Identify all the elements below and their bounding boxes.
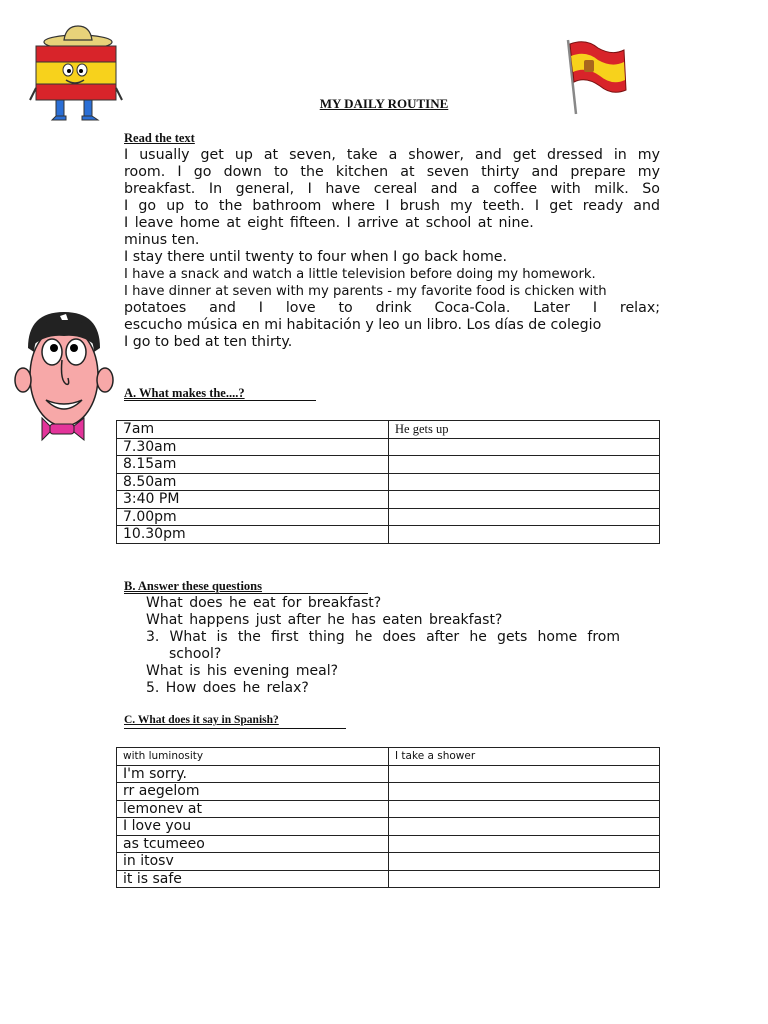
reading-passage bbox=[124, 147, 660, 351]
question: What is his evening meal? bbox=[146, 663, 339, 679]
translation-cell[interactable] bbox=[389, 783, 660, 801]
answer-cell[interactable] bbox=[389, 526, 660, 544]
table-row bbox=[117, 491, 660, 509]
table-row bbox=[117, 800, 660, 818]
phrase-cell: it is safe bbox=[117, 870, 389, 888]
answer-cell[interactable]: He gets up bbox=[389, 421, 660, 439]
answer-cell[interactable] bbox=[389, 438, 660, 456]
table-row bbox=[117, 783, 660, 801]
page-title: MY DAILY ROUTINE bbox=[319, 96, 449, 111]
translation-cell[interactable] bbox=[389, 853, 660, 871]
read-heading: Read the text bbox=[124, 131, 195, 145]
reading-line: room. I go down to the kitchen at seven thirty and prepare my bbox=[124, 164, 660, 180]
reading-line: breakfast. In general, I have cereal and a coffee with milk. So bbox=[124, 181, 660, 197]
answer-cell[interactable] bbox=[389, 473, 660, 491]
reading-line: I go to bed at ten thirty. bbox=[124, 334, 293, 350]
phrase-cell: lemonev at bbox=[117, 800, 389, 818]
reading-line: I leave home at eight fifteen. I arrive at school at nine. bbox=[124, 215, 534, 231]
time-cell: 8.15am bbox=[117, 456, 389, 474]
questions-list bbox=[146, 595, 620, 697]
table-row bbox=[117, 456, 660, 474]
time-cell: 10.30pm bbox=[117, 526, 389, 544]
translation-cell[interactable] bbox=[389, 818, 660, 836]
question: 5. How does he relax? bbox=[146, 680, 309, 696]
translation-cell[interactable] bbox=[389, 765, 660, 783]
time-cell: 3:40 PM bbox=[117, 491, 389, 509]
table-row bbox=[117, 421, 660, 439]
answer-cell[interactable] bbox=[389, 508, 660, 526]
time-cell: 7am bbox=[117, 421, 389, 439]
reading-line: I have a snack and watch a little television before doing my homework. bbox=[124, 267, 596, 282]
reading-line: potatoes and I love to drink Coca-Cola. Later I relax; bbox=[124, 300, 660, 316]
section-b-heading: B. Answer these questions bbox=[124, 579, 262, 593]
phrase-cell: I'm sorry. bbox=[117, 765, 389, 783]
table-row bbox=[117, 835, 660, 853]
table-row bbox=[117, 508, 660, 526]
phrase-cell: rr aegelom bbox=[117, 783, 389, 801]
table-row bbox=[117, 526, 660, 544]
phrase-cell: in itosv bbox=[117, 853, 389, 871]
question: school? bbox=[169, 646, 222, 662]
reading-line: escucho música en mi habitación y leo un libro. Los días de colegio bbox=[124, 317, 602, 333]
reading-line: I stay there until twenty to four when I go back home. bbox=[124, 249, 508, 265]
reading-line: I usually get up at seven, take a shower, and get dressed in my bbox=[124, 147, 660, 163]
phrase-cell: as tcumeeo bbox=[117, 835, 389, 853]
section-a-underline bbox=[124, 400, 316, 401]
table-row bbox=[117, 473, 660, 491]
question: What does he eat for breakfast? bbox=[146, 595, 382, 611]
table-row bbox=[117, 870, 660, 888]
question: 3. What is the first thing he does after he gets home from bbox=[146, 629, 620, 645]
time-cell: 7.30am bbox=[117, 438, 389, 456]
section-a-heading: A. What makes the....? bbox=[124, 386, 245, 400]
translation-cell[interactable] bbox=[389, 835, 660, 853]
section-c-underline bbox=[124, 728, 346, 729]
time-cell: 8.50am bbox=[117, 473, 389, 491]
translation-cell[interactable] bbox=[389, 870, 660, 888]
question: What happens just after he has eaten breakfast? bbox=[146, 612, 503, 628]
phrase-cell: with luminosity bbox=[117, 748, 389, 766]
answer-cell[interactable] bbox=[389, 456, 660, 474]
table-row bbox=[117, 765, 660, 783]
translation-cell[interactable]: I take a shower bbox=[389, 748, 660, 766]
table-row bbox=[117, 748, 660, 766]
section-a-table bbox=[116, 420, 660, 544]
section-c-table bbox=[116, 747, 660, 888]
phrase-cell: I love you bbox=[117, 818, 389, 836]
table-row bbox=[117, 853, 660, 871]
reading-line: I have dinner at seven with my parents - my favorite food is chicken with bbox=[124, 284, 607, 299]
reading-line: minus ten. bbox=[124, 232, 200, 248]
time-cell: 7.00pm bbox=[117, 508, 389, 526]
answer-cell[interactable] bbox=[389, 491, 660, 509]
translation-cell[interactable] bbox=[389, 800, 660, 818]
section-b-underline bbox=[124, 593, 368, 594]
table-row bbox=[117, 818, 660, 836]
section-c-heading: C. What does it say in Spanish? bbox=[124, 714, 279, 726]
reading-line: I go up to the bathroom where I brush my teeth. I get ready and bbox=[124, 198, 660, 214]
table-row bbox=[117, 438, 660, 456]
cartoon-face-illustration bbox=[14, 308, 110, 448]
